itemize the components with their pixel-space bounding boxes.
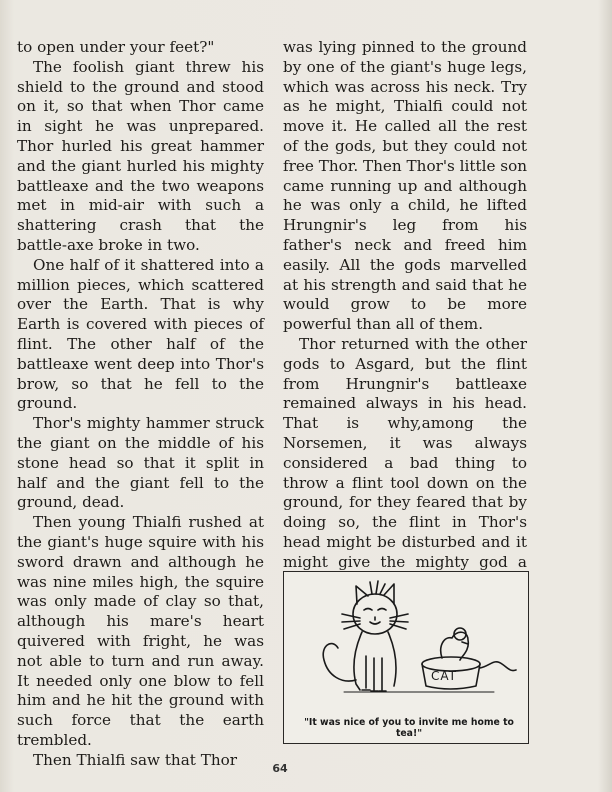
mouse-tail bbox=[480, 662, 516, 671]
cartoon-caption: "It was nice of you to invite me home to tea!" bbox=[304, 717, 514, 739]
cat-legs bbox=[366, 656, 382, 690]
cat-head bbox=[353, 594, 397, 634]
page-number: 64 bbox=[272, 762, 288, 775]
mouse-nose bbox=[462, 642, 468, 644]
cat-body-left bbox=[354, 632, 362, 690]
paragraph: The foolish giant threw his shield to the ground and stood on it, so that when Thor came in sight he was unprepared. Thor hurled his great hammer and the giant hurled his mighty battleaxe and the two weapons met in mid-air with such a shattering crash that the battle-axe broke in two. bbox=[17, 57, 264, 254]
cat-mouth bbox=[370, 617, 380, 624]
paragraph: Then young Thialfi rushed at the giant's huge squire with his sword drawn and although he was nine miles high, the squire was only made of clay so that, although his mare's heart quivered with fright, he was not able to turn and run away. It needed only one blow to fell him and he hit the ground with such force that the earth trembled. bbox=[17, 513, 264, 749]
left-column bbox=[17, 38, 264, 770]
cat-hair bbox=[370, 581, 385, 594]
paragraph: Then Thialfi saw that Thor bbox=[33, 750, 238, 769]
paragraph: One half of it shattered into a million pieces, which scattered over the Earth. That is why Earth is covered with pieces of flint. The other half of the battleaxe went deep into Thor's brow, so that he fell to the ground. bbox=[17, 255, 264, 413]
cartoon-panel bbox=[283, 571, 529, 744]
cat-tail bbox=[323, 644, 356, 681]
cat-eyes bbox=[364, 609, 386, 611]
paragraph: Thor returned with the other gods to Asgard, but the flint from Hrungnir's battleaxe remained always in his head. That is why,among the Norsemen, it was always considered a bad thing to throw a flint tool down on the ground, for they feared that by doing so, the flint in Thor's head might be disturbed and it might give the mighty god a bbox=[283, 334, 527, 571]
paragraph: Thor's mighty hammer struck the giant on the middle of his stone head so that it split in half and the giant fell to the ground, dead. bbox=[17, 414, 264, 512]
cat-body-right bbox=[388, 632, 396, 686]
paragraph: to open under your feet?" bbox=[17, 38, 215, 56]
bowl-label: CAT bbox=[431, 669, 457, 683]
right-column bbox=[283, 38, 527, 592]
paragraph: was lying pinned to the ground by one of the giant's huge legs, which was across his neck. Try as he might, Thialfi could not move it. He called all the rest of the gods, but they could not free Thor. Then Thor's little son came running up and although he was only a child, he lifted Hrungnir's leg from his father's neck and freed him easily. All the gods marvelled at his strength and said that he would grow to be more powerful than all of them. bbox=[283, 38, 527, 334]
